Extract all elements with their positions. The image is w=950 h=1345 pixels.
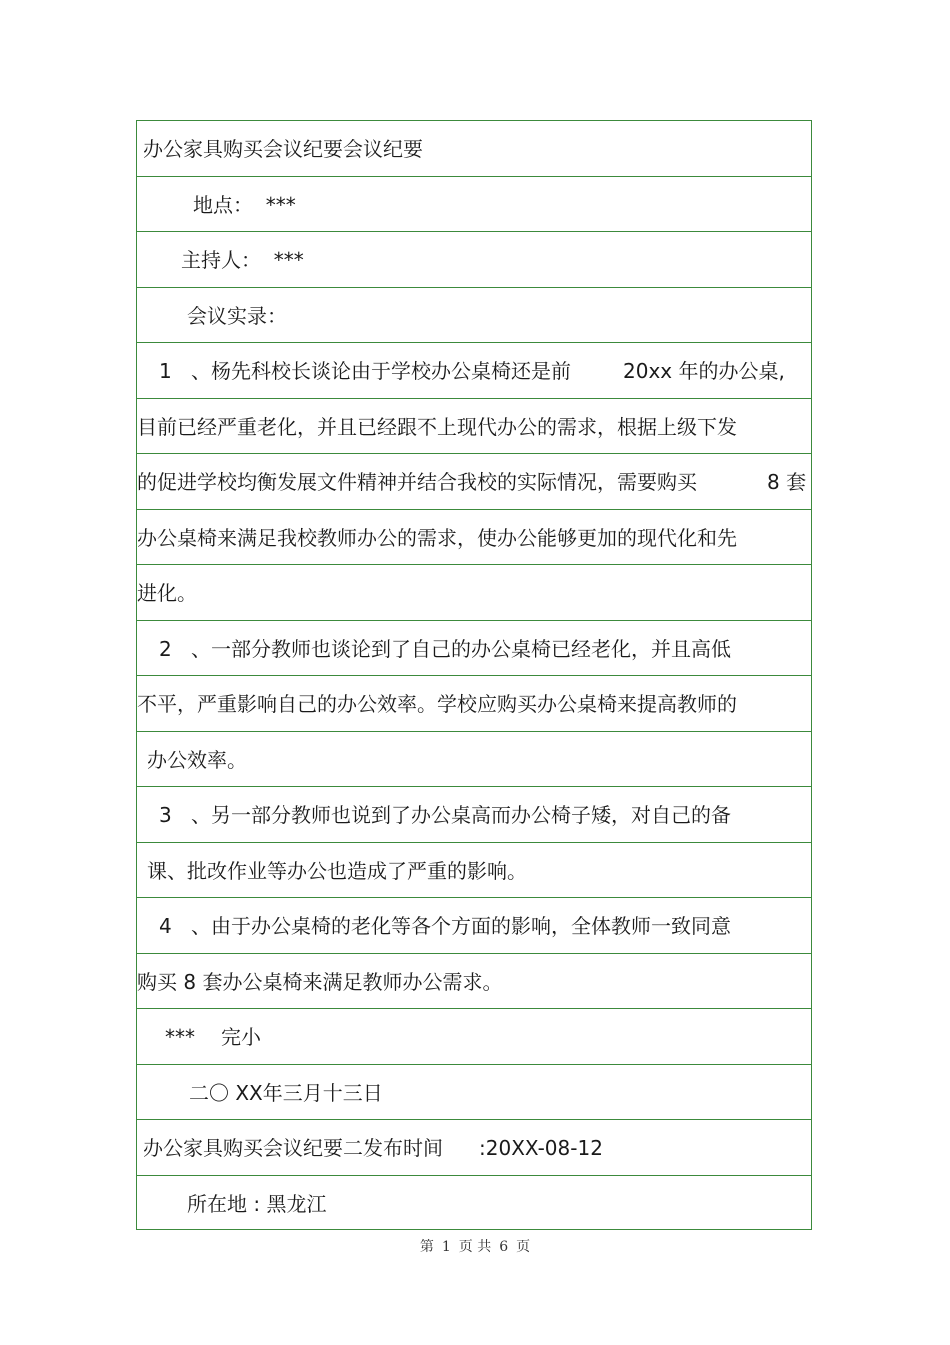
- item-4-row: [137, 898, 811, 954]
- paragraph-text: 办公桌椅来满足我校教师办公的需求，使办公能够更加的现代化和先: [137, 525, 737, 550]
- paragraph-text: 购买 8 套办公桌椅来满足教师办公需求。: [137, 969, 503, 994]
- host-text: 主持人： ***: [181, 248, 304, 272]
- record-heading-row: [137, 288, 811, 344]
- paragraph-text: 的促进学校均衡发展文件精神并结合我校的实际情况，需要购买: [137, 470, 697, 494]
- school-suffix: 完小: [221, 1025, 261, 1049]
- item-number: 3: [159, 803, 172, 827]
- item-number: 2: [159, 636, 172, 661]
- paragraph-text: 课、批改作业等办公也造成了严重的影响。: [147, 858, 527, 883]
- item-3-row: [137, 787, 811, 843]
- paragraph-text: 目前已经严重老化，并且已经跟不上现代办公的需求，根据上级下发: [137, 414, 737, 439]
- footer-prefix: 第: [419, 1239, 434, 1255]
- school-row: [137, 1009, 811, 1065]
- paragraph-text: 不平，严重影响自己的办公效率。学校应购买办公桌椅来提高教师的: [137, 692, 737, 716]
- record-heading: 会议实录：: [187, 303, 287, 328]
- region-row: [137, 1176, 811, 1232]
- item-2-row: [137, 621, 811, 677]
- paragraph-row: [137, 454, 811, 510]
- total-pages-number: 6: [499, 1239, 509, 1255]
- paragraph-row: [137, 732, 811, 788]
- current-page-number: 1: [441, 1239, 451, 1255]
- meeting-date: 二〇 XX年三月十三日: [189, 1080, 383, 1105]
- date-row: [137, 1065, 811, 1121]
- paragraph-text: 、另一部分教师也说到了办公桌高而办公椅子矮，对自己的备: [191, 803, 731, 827]
- paragraph-text: 办公效率。: [147, 747, 247, 772]
- second-title-row: [137, 1120, 811, 1176]
- page-footer: [0, 1236, 950, 1256]
- publish-date: :20XX-08-12: [479, 1136, 603, 1160]
- paragraph-row: [137, 565, 811, 621]
- second-title: 办公家具购买会议纪要二发布时间: [143, 1136, 443, 1160]
- item-1-row: [137, 343, 811, 399]
- paragraph-row: [137, 510, 811, 566]
- paragraph-text: 、一部分教师也谈论到了自己的办公桌椅已经老化，并且高低: [191, 636, 731, 661]
- paragraph-tail: 20xx 年的办公桌,: [623, 359, 785, 383]
- document-title: 办公家具购买会议纪要会议纪要: [143, 137, 423, 161]
- school-name-masked: ***: [165, 1025, 195, 1049]
- footer-middle: 页 共: [458, 1239, 492, 1255]
- host-row: [137, 232, 811, 288]
- paragraph-text: 、由于办公桌椅的老化等各个方面的影响，全体教师一致同意: [191, 914, 731, 938]
- paragraph-row: [137, 676, 811, 732]
- meeting-minutes-table: [136, 120, 812, 1230]
- paragraph-text: 进化。: [137, 581, 197, 605]
- location-text: 地点： ***: [193, 192, 296, 217]
- item-number: 1: [159, 359, 172, 383]
- paragraph-tail: 8 套: [767, 470, 807, 494]
- item-number: 4: [159, 914, 172, 938]
- paragraph-row: [137, 843, 811, 899]
- paragraph-row: [137, 399, 811, 455]
- paragraph-row: [137, 954, 811, 1010]
- footer-suffix: 页: [516, 1239, 531, 1255]
- title-row: [137, 121, 811, 177]
- region-text: 所在地 : 黑龙江: [187, 1191, 327, 1216]
- location-row: [137, 177, 811, 233]
- paragraph-text: 、杨先科校长谈论由于学校办公桌椅还是前: [191, 359, 571, 383]
